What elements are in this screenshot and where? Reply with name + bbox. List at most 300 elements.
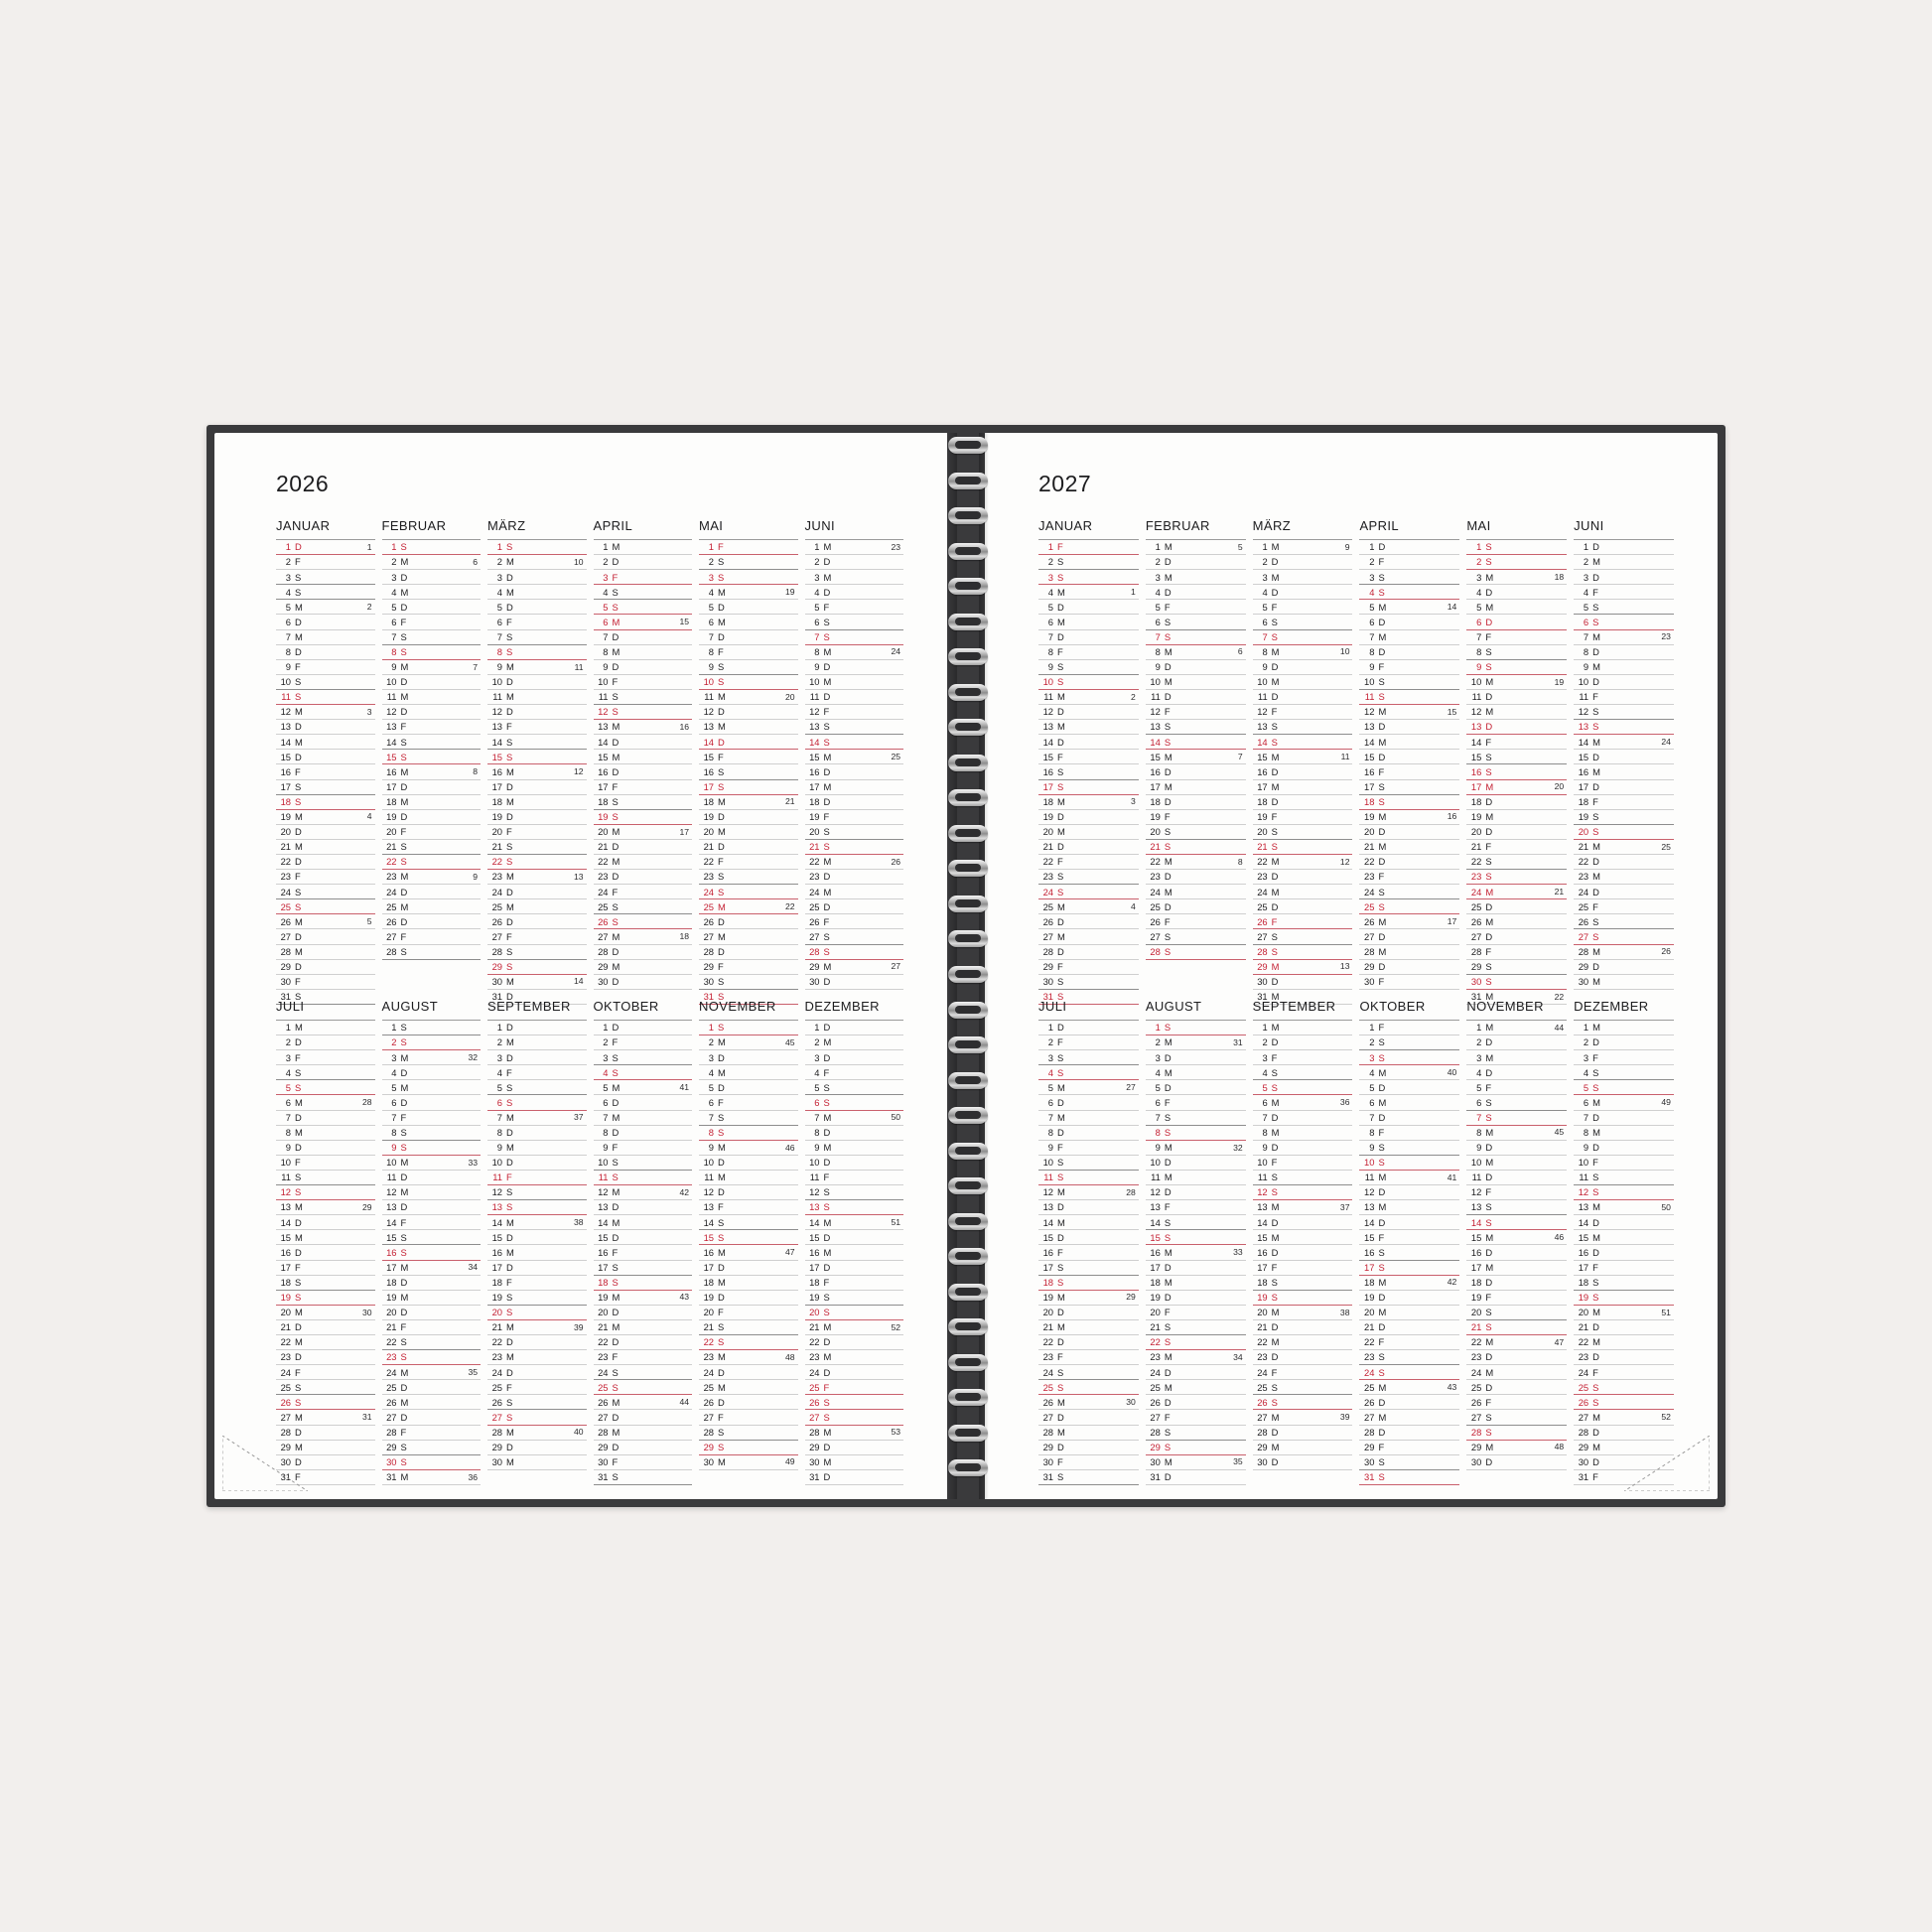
- day-row[interactable]: [1146, 735, 1246, 750]
- day-row[interactable]: [1253, 1365, 1353, 1380]
- day-row[interactable]: [1466, 1065, 1567, 1080]
- day-row[interactable]: [1038, 1021, 1139, 1035]
- day-row[interactable]: [1253, 914, 1353, 929]
- day-row[interactable]: [1146, 810, 1246, 825]
- day-row[interactable]: [382, 1441, 482, 1455]
- day-row[interactable]: [276, 1156, 375, 1171]
- day-row[interactable]: [1359, 660, 1459, 675]
- day-row[interactable]: [382, 1065, 482, 1080]
- day-row[interactable]: [1359, 795, 1459, 810]
- day-row[interactable]: [1253, 1380, 1353, 1395]
- day-row[interactable]: [805, 1320, 904, 1335]
- day-row[interactable]: [276, 1261, 375, 1276]
- day-row[interactable]: [487, 825, 587, 840]
- day-row[interactable]: [1146, 1320, 1246, 1335]
- day-row[interactable]: [276, 870, 375, 885]
- day-row[interactable]: [276, 1126, 375, 1141]
- day-row[interactable]: [382, 540, 482, 555]
- day-row[interactable]: [1359, 630, 1459, 645]
- day-row[interactable]: [1466, 855, 1567, 870]
- day-row[interactable]: [1359, 585, 1459, 600]
- day-row[interactable]: [1146, 870, 1246, 885]
- day-row[interactable]: [276, 1245, 375, 1260]
- day-row[interactable]: [1466, 1276, 1567, 1291]
- day-row[interactable]: [699, 1126, 798, 1141]
- day-row[interactable]: [594, 780, 693, 795]
- day-row[interactable]: [1146, 1035, 1246, 1050]
- day-row[interactable]: [382, 675, 482, 690]
- day-row[interactable]: [699, 1156, 798, 1171]
- day-row[interactable]: [276, 855, 375, 870]
- day-row[interactable]: [1466, 810, 1567, 825]
- day-row[interactable]: [1466, 780, 1567, 795]
- day-row[interactable]: [699, 615, 798, 629]
- day-row[interactable]: [594, 899, 693, 914]
- day-row[interactable]: [1253, 840, 1353, 855]
- day-row[interactable]: [805, 1171, 904, 1185]
- day-row[interactable]: [1466, 1395, 1567, 1410]
- day-row[interactable]: [382, 1306, 482, 1320]
- day-row[interactable]: [1253, 764, 1353, 779]
- day-row[interactable]: [1146, 1021, 1246, 1035]
- day-row[interactable]: [699, 660, 798, 675]
- day-row[interactable]: [1574, 1050, 1674, 1065]
- day-row[interactable]: [805, 570, 904, 585]
- day-row[interactable]: [1466, 885, 1567, 899]
- day-row[interactable]: [1038, 840, 1139, 855]
- day-row[interactable]: [1253, 1335, 1353, 1350]
- day-row[interactable]: [1359, 1441, 1459, 1455]
- day-row[interactable]: [487, 945, 587, 960]
- day-row[interactable]: [594, 1306, 693, 1320]
- day-row[interactable]: [1359, 1141, 1459, 1156]
- day-row[interactable]: [1574, 1306, 1674, 1320]
- day-row[interactable]: [594, 975, 693, 990]
- day-row[interactable]: [1038, 914, 1139, 929]
- day-row[interactable]: [1574, 1320, 1674, 1335]
- day-row[interactable]: [699, 1095, 798, 1110]
- day-row[interactable]: [1038, 899, 1139, 914]
- day-row[interactable]: [487, 1365, 587, 1380]
- day-row[interactable]: [594, 645, 693, 660]
- day-row[interactable]: [1359, 1200, 1459, 1215]
- day-row[interactable]: [699, 1306, 798, 1320]
- day-row[interactable]: [276, 735, 375, 750]
- day-row[interactable]: [594, 555, 693, 570]
- day-row[interactable]: [382, 1050, 482, 1065]
- day-row[interactable]: [1146, 1350, 1246, 1365]
- day-row[interactable]: [487, 1410, 587, 1425]
- day-row[interactable]: [805, 675, 904, 690]
- day-row[interactable]: [382, 870, 482, 885]
- day-row[interactable]: [1359, 975, 1459, 990]
- day-row[interactable]: [1466, 1021, 1567, 1035]
- day-row[interactable]: [699, 975, 798, 990]
- day-row[interactable]: [276, 914, 375, 929]
- day-row[interactable]: [594, 1171, 693, 1185]
- day-row[interactable]: [276, 975, 375, 990]
- day-row[interactable]: [594, 1410, 693, 1425]
- day-row[interactable]: [1359, 885, 1459, 899]
- day-row[interactable]: [1253, 1050, 1353, 1065]
- day-row[interactable]: [1146, 1200, 1246, 1215]
- day-row[interactable]: [1146, 1215, 1246, 1230]
- day-row[interactable]: [487, 1230, 587, 1245]
- day-row[interactable]: [1359, 960, 1459, 975]
- day-row[interactable]: [1359, 540, 1459, 555]
- day-row[interactable]: [487, 735, 587, 750]
- day-row[interactable]: [487, 1291, 587, 1306]
- day-row[interactable]: [382, 1215, 482, 1230]
- day-row[interactable]: [276, 540, 375, 555]
- day-row[interactable]: [805, 1065, 904, 1080]
- day-row[interactable]: [699, 1200, 798, 1215]
- day-row[interactable]: [594, 675, 693, 690]
- day-row[interactable]: [1359, 1276, 1459, 1291]
- day-row[interactable]: [1146, 1410, 1246, 1425]
- day-row[interactable]: [487, 899, 587, 914]
- day-row[interactable]: [1359, 1080, 1459, 1095]
- day-row[interactable]: [1574, 975, 1674, 990]
- day-row[interactable]: [1466, 600, 1567, 615]
- day-row[interactable]: [1359, 645, 1459, 660]
- day-row[interactable]: [1359, 1185, 1459, 1200]
- day-row[interactable]: [1574, 1365, 1674, 1380]
- day-row[interactable]: [594, 1230, 693, 1245]
- day-row[interactable]: [1466, 1441, 1567, 1455]
- day-row[interactable]: [276, 764, 375, 779]
- day-row[interactable]: [594, 1455, 693, 1470]
- day-row[interactable]: [805, 1230, 904, 1245]
- day-row[interactable]: [594, 1426, 693, 1441]
- day-row[interactable]: [1038, 660, 1139, 675]
- day-row[interactable]: [1466, 795, 1567, 810]
- day-row[interactable]: [1146, 1335, 1246, 1350]
- day-row[interactable]: [1574, 1095, 1674, 1110]
- day-row[interactable]: [1466, 585, 1567, 600]
- day-row[interactable]: [1466, 750, 1567, 764]
- day-row[interactable]: [1038, 645, 1139, 660]
- day-row[interactable]: [594, 1035, 693, 1050]
- day-row[interactable]: [276, 705, 375, 720]
- day-row[interactable]: [699, 1395, 798, 1410]
- day-row[interactable]: [487, 750, 587, 764]
- day-row[interactable]: [594, 1365, 693, 1380]
- day-row[interactable]: [487, 1276, 587, 1291]
- day-row[interactable]: [699, 1441, 798, 1455]
- day-row[interactable]: [1359, 945, 1459, 960]
- day-row[interactable]: [1038, 1380, 1139, 1395]
- day-row[interactable]: [805, 1306, 904, 1320]
- day-row[interactable]: [805, 1455, 904, 1470]
- day-row[interactable]: [594, 840, 693, 855]
- day-row[interactable]: [699, 1245, 798, 1260]
- day-row[interactable]: [1146, 645, 1246, 660]
- day-row[interactable]: [594, 1276, 693, 1291]
- day-row[interactable]: [805, 555, 904, 570]
- day-row[interactable]: [1146, 764, 1246, 779]
- day-row[interactable]: [487, 1426, 587, 1441]
- day-row[interactable]: [1253, 705, 1353, 720]
- day-row[interactable]: [1253, 1261, 1353, 1276]
- day-row[interactable]: [382, 1335, 482, 1350]
- day-row[interactable]: [805, 1050, 904, 1065]
- day-row[interactable]: [594, 1320, 693, 1335]
- day-row[interactable]: [805, 899, 904, 914]
- day-row[interactable]: [1253, 1350, 1353, 1365]
- day-row[interactable]: [487, 1441, 587, 1455]
- day-row[interactable]: [487, 1200, 587, 1215]
- day-row[interactable]: [1574, 1335, 1674, 1350]
- day-row[interactable]: [487, 1455, 587, 1470]
- day-row[interactable]: [805, 600, 904, 615]
- day-row[interactable]: [1574, 1065, 1674, 1080]
- day-row[interactable]: [276, 600, 375, 615]
- day-row[interactable]: [1146, 1261, 1246, 1276]
- day-row[interactable]: [1146, 555, 1246, 570]
- day-row[interactable]: [1466, 630, 1567, 645]
- day-row[interactable]: [1574, 764, 1674, 779]
- day-row[interactable]: [1253, 1426, 1353, 1441]
- day-row[interactable]: [382, 1410, 482, 1425]
- day-row[interactable]: [487, 1245, 587, 1260]
- day-row[interactable]: [1574, 1410, 1674, 1425]
- day-row[interactable]: [1253, 645, 1353, 660]
- day-row[interactable]: [1574, 899, 1674, 914]
- day-row[interactable]: [1146, 795, 1246, 810]
- day-row[interactable]: [1253, 899, 1353, 914]
- day-row[interactable]: [805, 1470, 904, 1485]
- day-row[interactable]: [487, 1141, 587, 1156]
- day-row[interactable]: [1574, 1276, 1674, 1291]
- day-row[interactable]: [1359, 914, 1459, 929]
- day-row[interactable]: [1253, 960, 1353, 975]
- day-row[interactable]: [1574, 960, 1674, 975]
- day-row[interactable]: [382, 780, 482, 795]
- day-row[interactable]: [699, 570, 798, 585]
- day-row[interactable]: [1574, 660, 1674, 675]
- day-row[interactable]: [487, 795, 587, 810]
- day-row[interactable]: [1146, 1171, 1246, 1185]
- day-row[interactable]: [276, 1035, 375, 1050]
- day-row[interactable]: [1038, 585, 1139, 600]
- day-row[interactable]: [699, 1050, 798, 1065]
- day-row[interactable]: [276, 1276, 375, 1291]
- day-row[interactable]: [487, 1350, 587, 1365]
- day-row[interactable]: [594, 945, 693, 960]
- day-row[interactable]: [1574, 1245, 1674, 1260]
- day-row[interactable]: [382, 899, 482, 914]
- day-row[interactable]: [487, 929, 587, 944]
- day-row[interactable]: [1038, 1306, 1139, 1320]
- day-row[interactable]: [1359, 1365, 1459, 1380]
- day-row[interactable]: [1359, 870, 1459, 885]
- left-page[interactable]: [214, 433, 947, 1499]
- day-row[interactable]: [1574, 1380, 1674, 1395]
- day-row[interactable]: [1574, 1171, 1674, 1185]
- day-row[interactable]: [805, 1185, 904, 1200]
- day-row[interactable]: [1038, 960, 1139, 975]
- day-row[interactable]: [594, 1065, 693, 1080]
- day-row[interactable]: [487, 540, 587, 555]
- day-row[interactable]: [1038, 1395, 1139, 1410]
- day-row[interactable]: [487, 1095, 587, 1110]
- day-row[interactable]: [699, 1426, 798, 1441]
- day-row[interactable]: [594, 810, 693, 825]
- day-row[interactable]: [1466, 705, 1567, 720]
- day-row[interactable]: [487, 1021, 587, 1035]
- day-row[interactable]: [1574, 1291, 1674, 1306]
- day-row[interactable]: [1146, 720, 1246, 735]
- day-row[interactable]: [1253, 1111, 1353, 1126]
- day-row[interactable]: [1574, 1021, 1674, 1035]
- day-row[interactable]: [699, 630, 798, 645]
- day-row[interactable]: [1146, 855, 1246, 870]
- day-row[interactable]: [487, 600, 587, 615]
- day-row[interactable]: [594, 630, 693, 645]
- day-row[interactable]: [1466, 1380, 1567, 1395]
- day-row[interactable]: [1359, 1470, 1459, 1485]
- day-row[interactable]: [276, 780, 375, 795]
- day-row[interactable]: [382, 1276, 482, 1291]
- day-row[interactable]: [1359, 1350, 1459, 1365]
- day-row[interactable]: [699, 1291, 798, 1306]
- day-row[interactable]: [1146, 1230, 1246, 1245]
- day-row[interactable]: [594, 1395, 693, 1410]
- day-row[interactable]: [1574, 1230, 1674, 1245]
- day-row[interactable]: [276, 1111, 375, 1126]
- day-row[interactable]: [1359, 750, 1459, 764]
- day-row[interactable]: [1038, 1185, 1139, 1200]
- day-row[interactable]: [1466, 960, 1567, 975]
- day-row[interactable]: [487, 1080, 587, 1095]
- day-row[interactable]: [1359, 1065, 1459, 1080]
- day-row[interactable]: [699, 1320, 798, 1335]
- day-row[interactable]: [1466, 764, 1567, 779]
- day-row[interactable]: [805, 1021, 904, 1035]
- day-row[interactable]: [699, 810, 798, 825]
- day-row[interactable]: [805, 1141, 904, 1156]
- day-row[interactable]: [805, 1126, 904, 1141]
- day-row[interactable]: [1574, 780, 1674, 795]
- day-row[interactable]: [1466, 1111, 1567, 1126]
- day-row[interactable]: [487, 780, 587, 795]
- day-row[interactable]: [1146, 1470, 1246, 1485]
- day-row[interactable]: [276, 1335, 375, 1350]
- day-row[interactable]: [1038, 1215, 1139, 1230]
- day-row[interactable]: [276, 1141, 375, 1156]
- day-row[interactable]: [487, 1335, 587, 1350]
- day-row[interactable]: [1038, 1365, 1139, 1380]
- day-row[interactable]: [382, 810, 482, 825]
- day-row[interactable]: [1038, 1426, 1139, 1441]
- day-row[interactable]: [1359, 1455, 1459, 1470]
- day-row[interactable]: [382, 1261, 482, 1276]
- day-row[interactable]: [594, 1050, 693, 1065]
- day-row[interactable]: [805, 1276, 904, 1291]
- right-page[interactable]: [985, 433, 1718, 1499]
- day-row[interactable]: [805, 1410, 904, 1425]
- day-row[interactable]: [1253, 1095, 1353, 1110]
- day-row[interactable]: [1466, 1080, 1567, 1095]
- day-row[interactable]: [1253, 570, 1353, 585]
- day-row[interactable]: [1574, 645, 1674, 660]
- day-row[interactable]: [382, 1095, 482, 1110]
- day-row[interactable]: [1253, 885, 1353, 899]
- day-row[interactable]: [1574, 885, 1674, 899]
- day-row[interactable]: [382, 1171, 482, 1185]
- day-row[interactable]: [805, 1200, 904, 1215]
- day-row[interactable]: [487, 1035, 587, 1050]
- day-row[interactable]: [699, 1350, 798, 1365]
- day-row[interactable]: [594, 1441, 693, 1455]
- day-row[interactable]: [699, 885, 798, 899]
- day-row[interactable]: [487, 1185, 587, 1200]
- day-row[interactable]: [1359, 1095, 1459, 1110]
- day-row[interactable]: [594, 929, 693, 944]
- day-row[interactable]: [276, 1065, 375, 1080]
- day-row[interactable]: [594, 1380, 693, 1395]
- day-row[interactable]: [276, 1185, 375, 1200]
- day-row[interactable]: [699, 555, 798, 570]
- day-row[interactable]: [1146, 1380, 1246, 1395]
- day-row[interactable]: [1574, 585, 1674, 600]
- day-row[interactable]: [805, 720, 904, 735]
- day-row[interactable]: [594, 1200, 693, 1215]
- day-row[interactable]: [1253, 1021, 1353, 1035]
- day-row[interactable]: [1253, 540, 1353, 555]
- day-row[interactable]: [487, 1065, 587, 1080]
- day-row[interactable]: [382, 1470, 482, 1485]
- day-row[interactable]: [1359, 1395, 1459, 1410]
- day-row[interactable]: [805, 929, 904, 944]
- day-row[interactable]: [699, 1171, 798, 1185]
- day-row[interactable]: [487, 675, 587, 690]
- day-row[interactable]: [594, 660, 693, 675]
- day-row[interactable]: [594, 1141, 693, 1156]
- day-row[interactable]: [1574, 1035, 1674, 1050]
- day-row[interactable]: [1574, 855, 1674, 870]
- day-row[interactable]: [1253, 780, 1353, 795]
- day-row[interactable]: [276, 885, 375, 899]
- day-row[interactable]: [594, 615, 693, 629]
- day-row[interactable]: [1466, 735, 1567, 750]
- day-row[interactable]: [1574, 1080, 1674, 1095]
- day-row[interactable]: [594, 690, 693, 705]
- day-row[interactable]: [1038, 1050, 1139, 1065]
- day-row[interactable]: [1038, 810, 1139, 825]
- day-row[interactable]: [594, 1350, 693, 1365]
- day-row[interactable]: [487, 1050, 587, 1065]
- day-row[interactable]: [699, 1215, 798, 1230]
- day-row[interactable]: [276, 840, 375, 855]
- day-row[interactable]: [699, 914, 798, 929]
- day-row[interactable]: [1253, 1035, 1353, 1050]
- day-row[interactable]: [1574, 600, 1674, 615]
- day-row[interactable]: [1038, 570, 1139, 585]
- day-row[interactable]: [594, 1215, 693, 1230]
- day-row[interactable]: [594, 1021, 693, 1035]
- day-row[interactable]: [1574, 870, 1674, 885]
- day-row[interactable]: [487, 555, 587, 570]
- day-row[interactable]: [1146, 840, 1246, 855]
- day-row[interactable]: [594, 1156, 693, 1171]
- day-row[interactable]: [594, 1185, 693, 1200]
- day-row[interactable]: [1466, 929, 1567, 944]
- day-row[interactable]: [805, 914, 904, 929]
- day-row[interactable]: [1359, 840, 1459, 855]
- day-row[interactable]: [1253, 1080, 1353, 1095]
